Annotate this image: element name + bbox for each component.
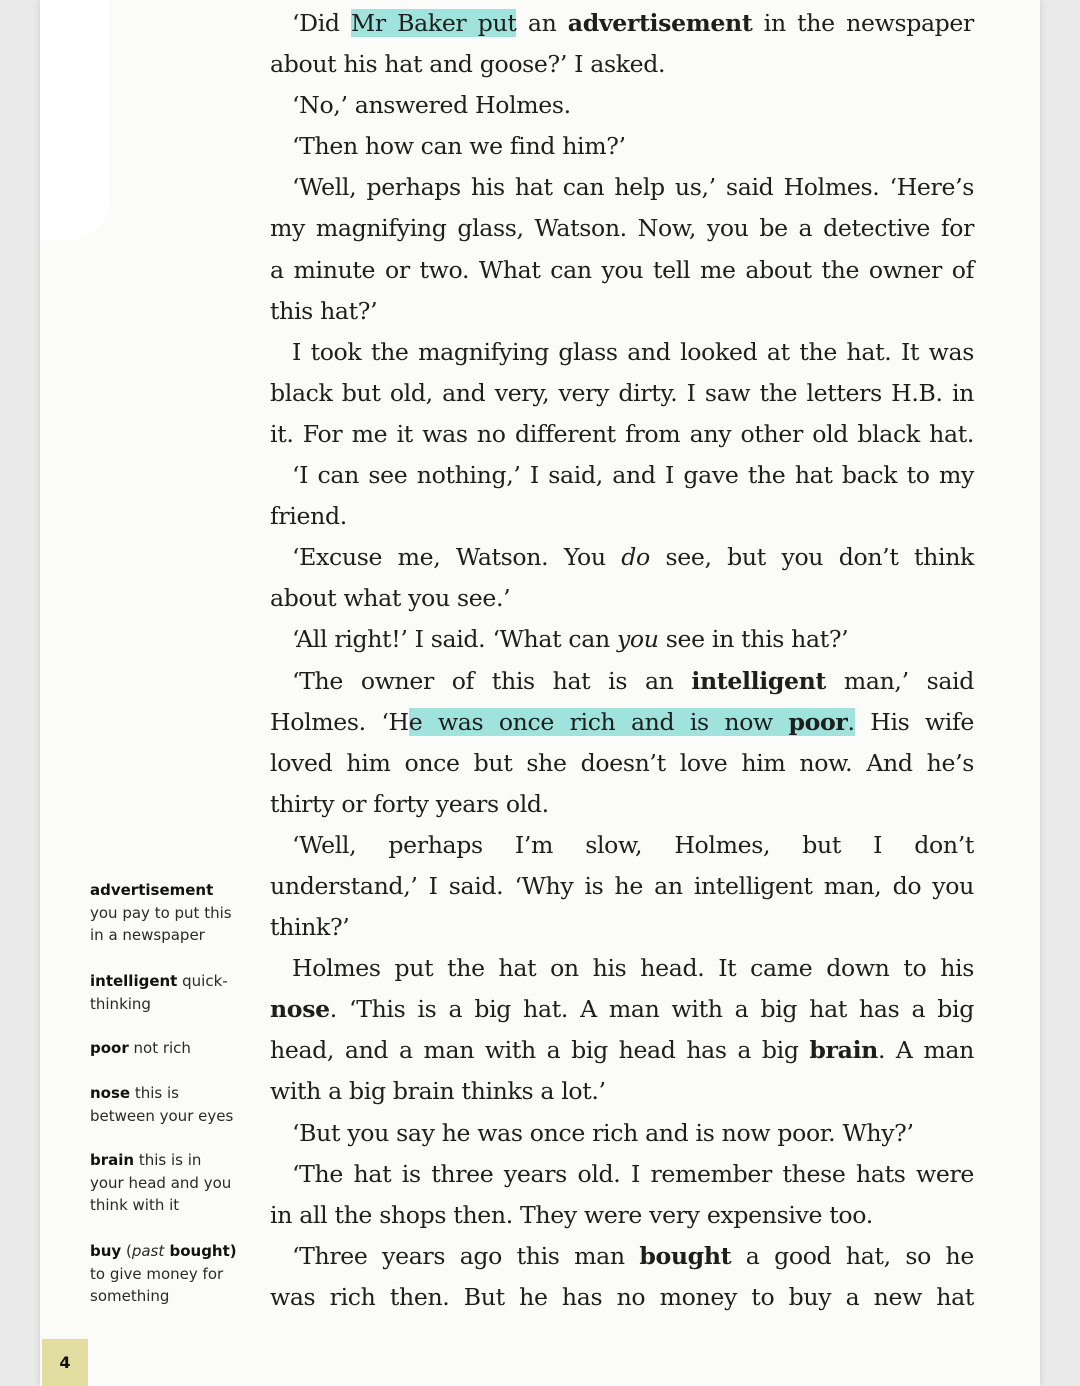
text-line: [270, 3, 974, 44]
text-segment: ‘Excuse me, Watson. You: [292, 543, 622, 572]
book-page: [40, 0, 1040, 1386]
glossary-word: advertisement: [90, 881, 214, 899]
text-segment: with a big brain thinks a lot.’: [270, 1077, 606, 1106]
text-segment: understand,’ I said. ‘Why is he an intelligent man, do you: [270, 871, 974, 900]
glossary-definition: your head and you: [90, 1173, 232, 1192]
glossary-entry-poor: [90, 1037, 250, 1060]
text-segment: His wife: [854, 707, 974, 736]
glossary-word: brain: [90, 1151, 135, 1169]
glossary-definition: (: [121, 1242, 132, 1260]
glossary-definition: this is: [130, 1084, 179, 1102]
text-line: [270, 866, 974, 907]
text-line: [270, 619, 974, 660]
text-segment: this hat?’: [270, 296, 378, 325]
text-line: [270, 907, 974, 948]
glossary-definition: thinking: [90, 994, 151, 1013]
glossary-term: nose: [270, 995, 330, 1024]
glossary-definition: this is in: [134, 1151, 202, 1169]
glossary-term: bought: [639, 1241, 732, 1270]
text-line: [270, 825, 974, 866]
text-segment: an: [516, 9, 568, 37]
text-line: [270, 948, 974, 989]
text-segment: see in this hat?’: [658, 625, 849, 654]
text-segment: think?’: [270, 913, 350, 942]
text-line: [270, 126, 974, 167]
page-number: 4: [42, 1339, 88, 1386]
text-segment: ‘The owner of this hat is an: [292, 666, 692, 695]
text-segment: ‘Three years ago this man: [292, 1241, 640, 1270]
page-corner-mark: [40, 0, 110, 240]
highlighted-text: poor: [788, 707, 848, 736]
text-line: [270, 332, 974, 373]
text-segment: in all the shops then. They were very expensive too.: [270, 1200, 873, 1229]
text-segment: ‘No,’ answered Holmes.: [292, 91, 571, 120]
text-line: [270, 373, 974, 414]
text-segment: . A man: [878, 1036, 974, 1065]
text-segment: do: [621, 543, 650, 572]
text-line: [270, 537, 974, 578]
text-segment: ‘But you say he was once rich and is now poor. Why?’: [292, 1118, 914, 1147]
text-segment: about what you see.’: [270, 584, 511, 613]
text-segment: Holmes. ‘H: [270, 707, 409, 736]
text-segment: Holmes put the hat on his head. It came down to his: [292, 954, 974, 983]
text-segment: ‘The hat is three years old. I remember these hats were: [292, 1159, 974, 1188]
glossary-word: nose: [90, 1084, 131, 1102]
text-line: [270, 167, 974, 208]
story-text: [270, 3, 974, 1318]
glossary-term: brain: [809, 1036, 878, 1065]
glossary-entry-nose: [90, 1082, 250, 1127]
glossary-definition: you pay to put this: [90, 903, 232, 922]
glossary-definition: think with it: [90, 1196, 180, 1214]
text-line: [270, 743, 974, 784]
text-line: [270, 1236, 974, 1277]
glossary-word: intelligent: [90, 972, 178, 990]
glossary-definition: past: [131, 1242, 165, 1260]
text-segment: ‘All right!’ I said. ‘What can: [292, 625, 617, 654]
text-line: [270, 455, 974, 496]
text-segment: ‘Then how can we find him?’: [292, 132, 626, 161]
text-segment: loved him once but she doesn’t love him now. And he’s: [270, 748, 974, 777]
text-line: [270, 1195, 974, 1236]
text-segment: friend.: [270, 502, 347, 531]
text-line: [270, 208, 974, 249]
glossary-definition: in a newspaper: [90, 926, 205, 944]
text-line: [270, 989, 974, 1030]
text-segment: it. For me it was no different from any other old black hat.: [270, 419, 974, 448]
text-line: [270, 291, 974, 332]
glossary-entry-intelligent: [90, 970, 250, 1015]
text-segment: thirty or forty years old.: [270, 789, 549, 818]
glossary-definition: between your eyes: [90, 1106, 234, 1125]
glossary-entry-brain: [90, 1149, 250, 1217]
text-segment: I took the magnifying glass and looked at the hat. It was: [292, 337, 974, 366]
text-line: [270, 44, 974, 85]
text-segment: see, but you don’t think: [649, 543, 974, 572]
glossary-definition: quick-: [177, 972, 228, 990]
text-line: [270, 661, 974, 702]
text-line: [270, 85, 974, 126]
text-line: [270, 1154, 974, 1195]
text-segment: man,’ said: [826, 666, 974, 695]
text-line: [270, 414, 974, 455]
glossary-word: buy: [90, 1242, 122, 1260]
text-segment: ‘Well, perhaps his hat can help us,’ said Holmes. ‘Here’s: [292, 173, 974, 202]
text-segment: my magnifying glass, Watson. Now, you be a detective for: [270, 214, 974, 243]
text-line: [270, 1277, 974, 1318]
text-line: [270, 702, 974, 743]
glossary-definition: not rich: [128, 1039, 191, 1057]
text-segment: was rich then. But he has no money to buy a new hat: [270, 1282, 974, 1311]
glossary-entry-advertisement: [90, 879, 250, 947]
text-segment: ‘I can see nothing,’ I said, and I gave the hat back to my: [292, 461, 974, 490]
text-segment: you: [616, 625, 659, 654]
glossary-entry-buy: [90, 1240, 250, 1308]
text-segment: black but old, and very, very dirty. I saw the letters H.B. in: [270, 378, 974, 407]
text-line: [270, 1071, 974, 1112]
text-segment: ‘Well, perhaps I’m slow, Holmes, but I don’t: [292, 830, 974, 859]
glossary-definition: to give money for: [90, 1264, 224, 1283]
text-segment: a good hat, so he: [731, 1241, 974, 1270]
highlighted-text: Mr Baker put: [351, 9, 517, 37]
highlighted-text: .: [847, 707, 855, 736]
glossary-definition: bought): [164, 1242, 237, 1260]
text-segment: in the newspaper: [752, 9, 974, 37]
glossary-term: intelligent: [691, 666, 826, 695]
glossary-word: poor: [90, 1039, 129, 1057]
text-segment: . ‘This is a big hat. A man with a big hat has a big: [329, 995, 974, 1024]
text-segment: head, and a man with a big head has a big: [270, 1036, 810, 1065]
text-line: [270, 1113, 974, 1154]
glossary-definition: something: [90, 1287, 170, 1305]
text-segment: a minute or two. What can you tell me about the owner of: [270, 255, 974, 284]
highlighted-text: e was once rich and is now: [408, 707, 789, 736]
text-segment: ‘Did: [292, 9, 352, 37]
text-line: [270, 496, 974, 537]
glossary-term: advertisement: [567, 9, 753, 37]
text-line: [270, 250, 974, 291]
text-line: [270, 578, 974, 619]
text-line: [270, 1030, 974, 1071]
text-line: [270, 784, 974, 825]
text-segment: about his hat and goose?’ I asked.: [270, 50, 666, 79]
